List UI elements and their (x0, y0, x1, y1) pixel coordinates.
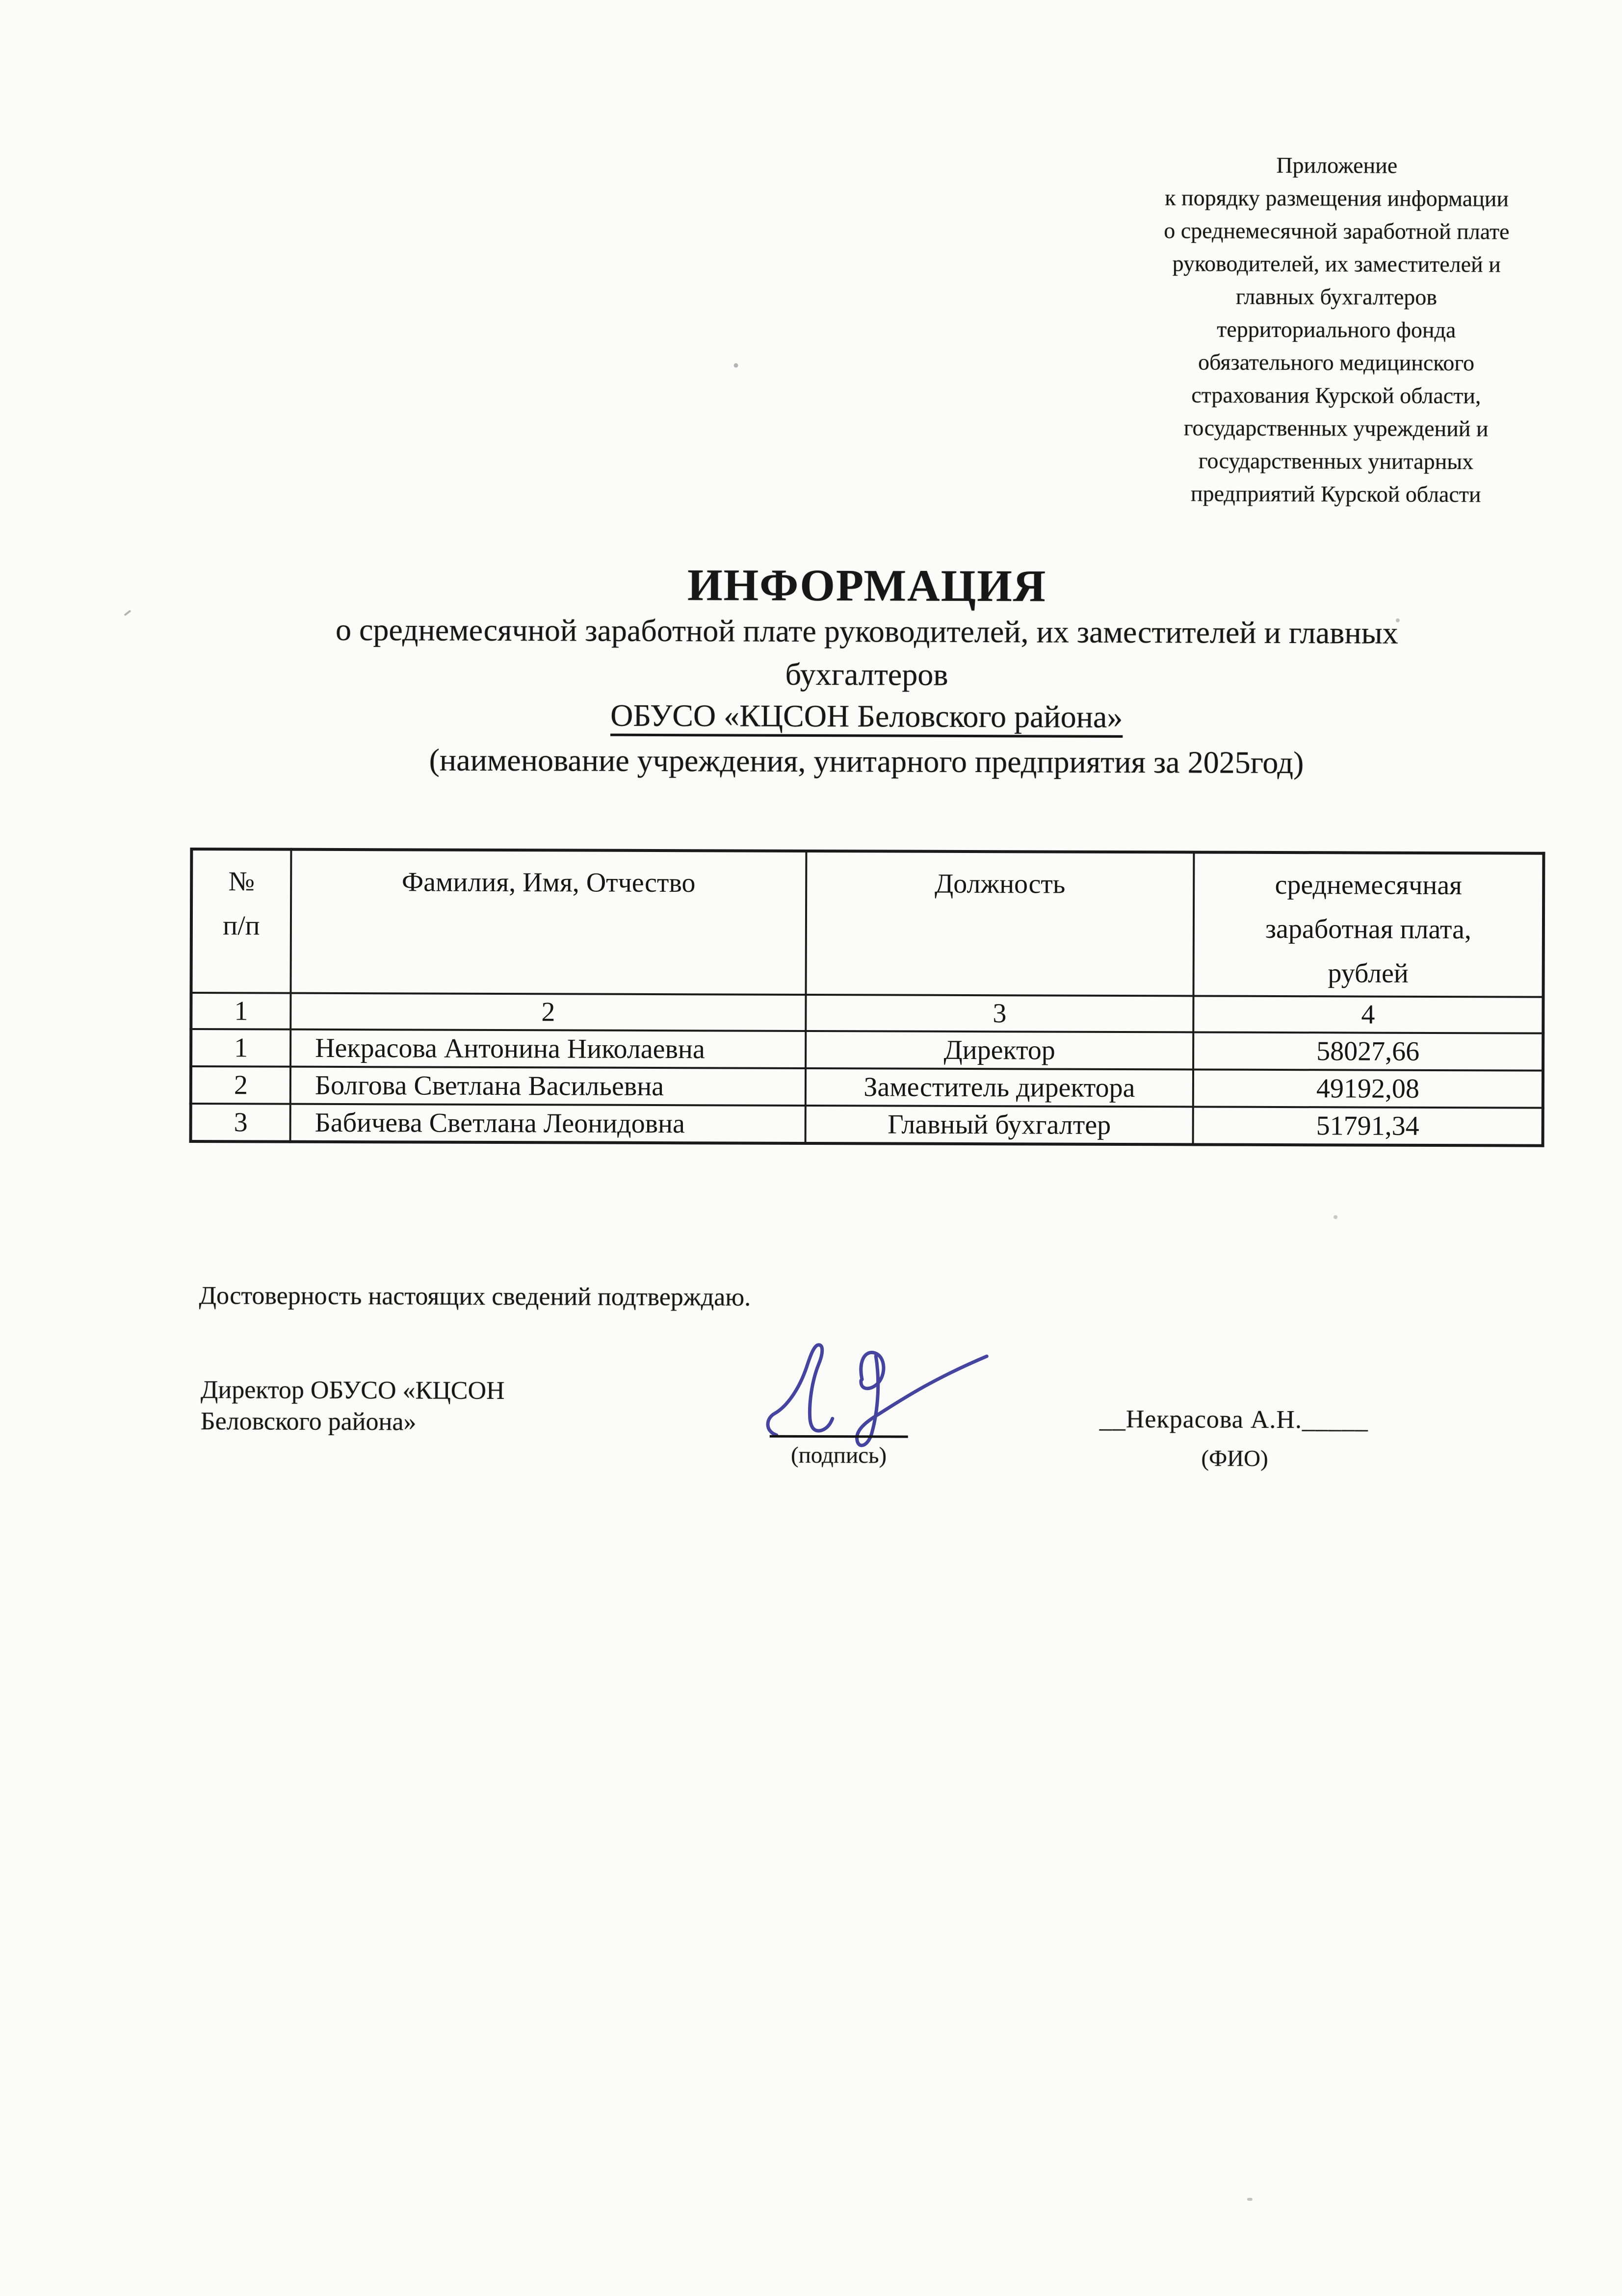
employee-salary: 58027,66 (1193, 1032, 1543, 1070)
table-row (191, 1066, 1543, 1108)
table-header-row (191, 849, 1544, 997)
fio-caption: (ФИО) (1201, 1445, 1268, 1471)
confirmation-statement: Достоверность настоящих сведений подтверждаю. (199, 1282, 751, 1312)
organization-name-text: ОБУСО «КЦСОН Беловского района» (610, 697, 1123, 734)
row-number: 3 (191, 1104, 290, 1142)
column-number: 2 (290, 993, 806, 1031)
salary-table (189, 848, 1545, 1147)
scan-speck (1247, 2198, 1253, 2201)
employee-name: Бабичева Светлана Леонидовна (290, 1104, 806, 1143)
column-number: 1 (191, 993, 290, 1030)
signature-caption: (подпись) (790, 1442, 887, 1469)
handwritten-signature (760, 1330, 999, 1458)
employee-name: Некрасова Антонина Николаевна (290, 1030, 806, 1068)
row-number: 1 (191, 1029, 290, 1067)
scan-speck (1334, 1215, 1337, 1219)
col-header-fullname: Фамилия, Имя, Отчество (291, 850, 807, 995)
col-header-position: Должность (806, 851, 1194, 996)
organization-caption: (наименование учреждения, унитарного предприятия за 2025год) (429, 742, 1304, 780)
employee-name: Болгова Светлана Васильевна (290, 1067, 806, 1106)
signature-line (770, 1435, 908, 1438)
row-number: 2 (191, 1066, 290, 1104)
signer-name: __Некрасова А.Н._____ (1099, 1405, 1368, 1434)
employee-salary: 49192,08 (1193, 1069, 1543, 1108)
col-header-number: № п/п (191, 849, 291, 993)
document-title: ИНФОРМАЦИЯ (687, 560, 1047, 611)
column-number: 3 (806, 995, 1193, 1032)
employee-position: Главный бухгалтер (806, 1106, 1193, 1144)
organization-name (190, 693, 1543, 740)
signer-title: Директор ОБУСО «КЦСОН Беловского района» (200, 1376, 505, 1436)
table-row (191, 1104, 1543, 1146)
column-number-row (191, 993, 1543, 1033)
column-number: 4 (1193, 996, 1543, 1033)
table-row (191, 1029, 1543, 1071)
scan-speck (124, 610, 131, 616)
scan-speck (1396, 619, 1400, 622)
appendix-note: Приложение к порядку размещения информации о среднемесячной заработной плате руководителей, их заместителей и главных бухгалтеров территориального фонда обязательного медицинского страхования Курской области, государственных учреждений и государственных унитарных предприятий Курской области (1164, 152, 1510, 507)
scan-speck (734, 363, 738, 367)
employee-position: Директор (806, 1031, 1193, 1069)
employee-position: Заместитель директора (806, 1068, 1193, 1107)
employee-salary: 51791,34 (1193, 1107, 1543, 1145)
col-header-salary: среднемесячная заработная плата, рублей (1194, 852, 1544, 997)
document-subtitle: о среднемесячной заработной плате руководителей, их заместителей и главных бухгалтеров (335, 612, 1398, 692)
